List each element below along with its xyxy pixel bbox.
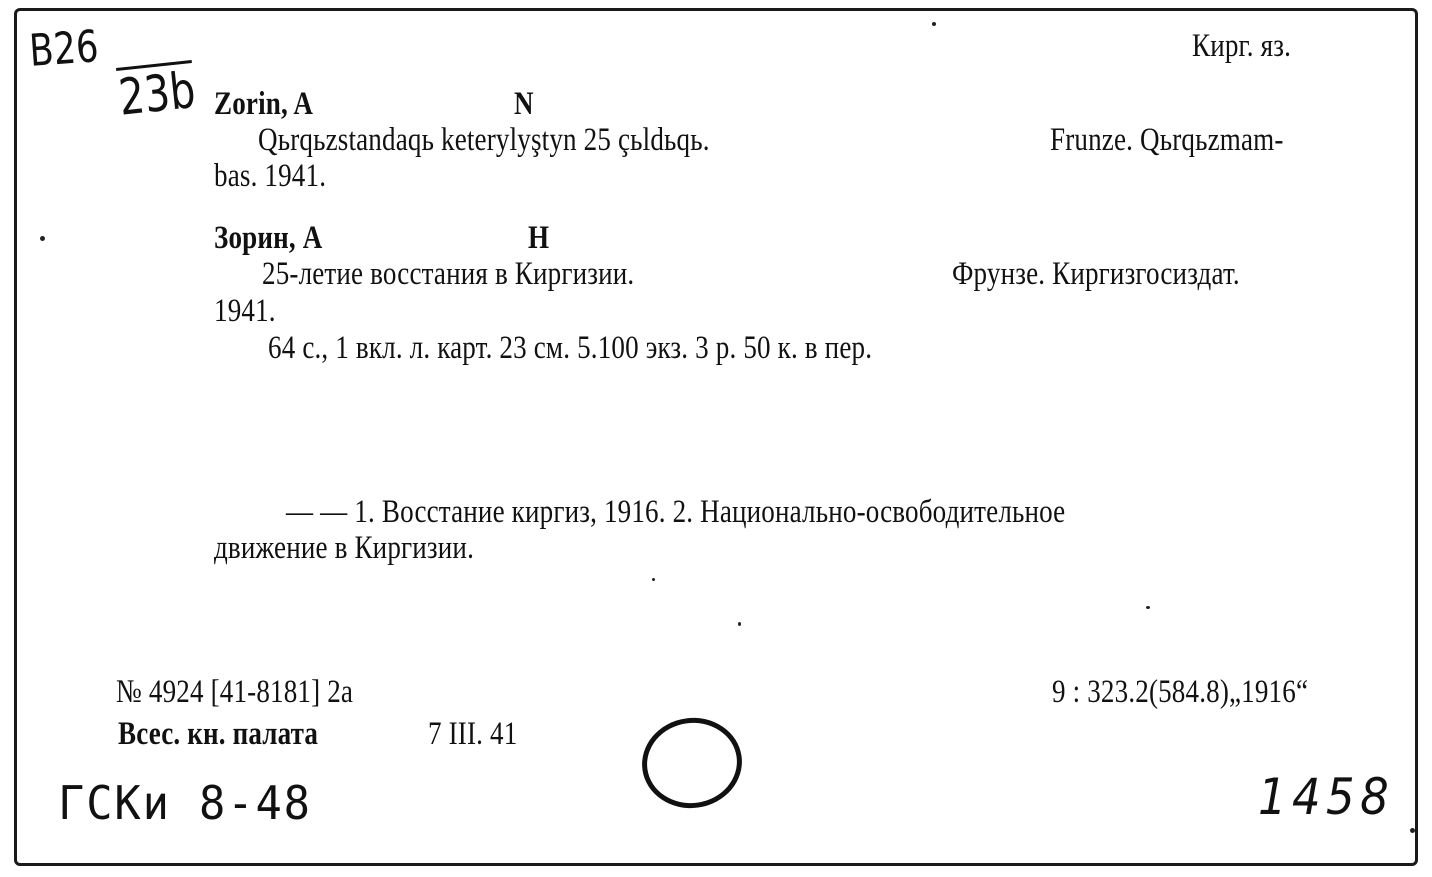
language-note: Кирг. яз.: [1192, 28, 1292, 64]
scan-speck: [932, 22, 936, 26]
handwritten-stamp: ГСКи 8-48: [58, 776, 312, 830]
cyrillic-description: 64 с., 1 вкл. л. карт. 23 см. 5.100 экз. 3 р. 50 к. в пер.: [268, 330, 873, 366]
latin-author-initial: N: [514, 86, 534, 122]
scan-speck: [652, 578, 655, 581]
cyrillic-author: Зорин, А: [214, 220, 323, 256]
cyrillic-year: 1941.: [214, 293, 276, 329]
handwritten-number: 1458: [1258, 768, 1395, 826]
card-number-line: № 4924 [41-8181] 2а: [116, 674, 354, 710]
book-chamber-label: Всес. кн. палата: [118, 716, 319, 752]
subject-headings-line2: движение в Киргизии.: [214, 530, 475, 566]
latin-imprint: Frunze. Qьrqьzmam-: [1050, 122, 1284, 158]
cyrillic-imprint: Фрунзе. Киргизгосиздат.: [952, 256, 1240, 292]
latin-author: Zorin, A: [214, 86, 314, 122]
latin-title: Qьrqьzstandaqь keterylyştyn 25 çьldьqь.: [258, 122, 710, 158]
scan-speck: [1410, 828, 1415, 833]
scan-speck: [1146, 606, 1150, 609]
latin-imprint-continued: bas. 1941.: [214, 158, 327, 194]
book-chamber-date: 7 III. 41: [428, 716, 518, 752]
shelfmark-handwritten: В26: [27, 21, 101, 77]
scan-speck: [738, 622, 741, 626]
cyrillic-author-initial: Н: [528, 220, 550, 256]
classification-code: 9 : 323.2(584.8)„1916“: [1052, 674, 1309, 710]
scan-speck: [40, 236, 45, 241]
shelfmark-sub-handwritten: 23b: [116, 61, 199, 127]
subject-headings-line1: — — 1. Восстание киргиз, 1916. 2. Национально-освободительное: [286, 494, 1066, 530]
cyrillic-title: 25-летие восстания в Киргизии.: [262, 256, 635, 292]
